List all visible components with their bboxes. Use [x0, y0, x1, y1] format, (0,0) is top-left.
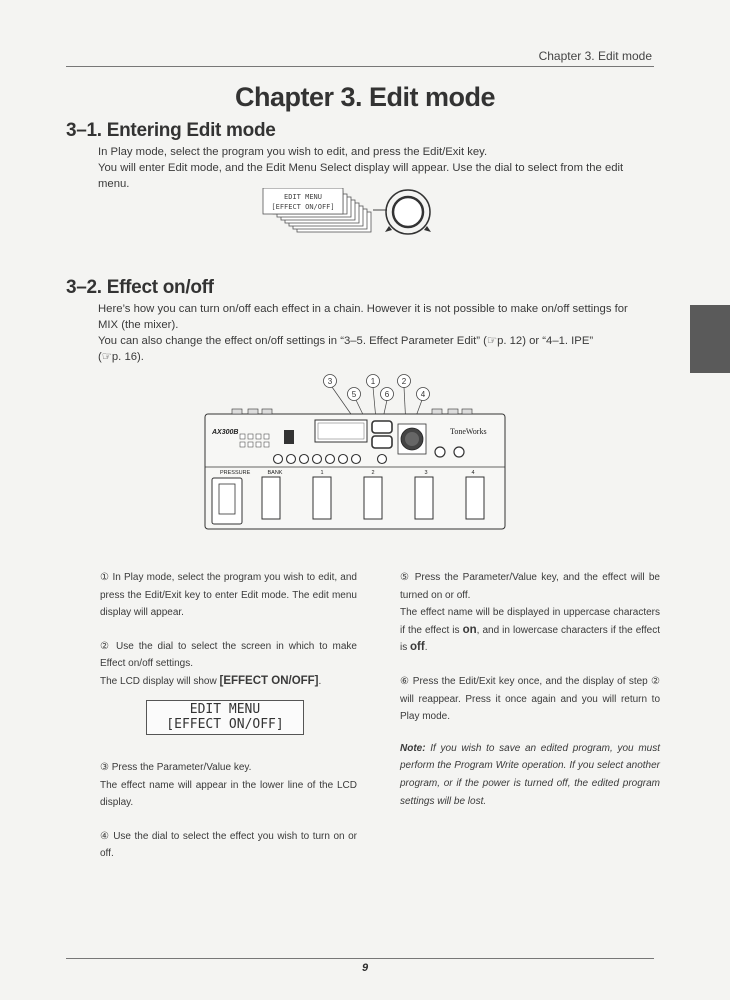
section2-line: MIX (the mixer). — [98, 319, 179, 331]
section1-body — [98, 144, 658, 192]
callout-6: 6 — [384, 390, 390, 399]
note — [400, 740, 660, 810]
edit-menu-illustration — [255, 188, 445, 240]
header-rule — [66, 66, 654, 67]
step-3-line: ③ Press the Parameter/Value key. — [100, 762, 252, 773]
section-title-effect-on-off: 3–2. Effect on/off — [66, 277, 214, 298]
callout-2: 2 — [401, 377, 407, 386]
step-3 — [100, 759, 357, 812]
step-2 — [100, 638, 357, 691]
footer-rule — [66, 958, 654, 959]
step-5-detail — [400, 604, 660, 657]
illustration-lcd-line2: [EFFECT ON/OFF] — [271, 203, 335, 211]
step-2-result-post: . — [318, 675, 322, 687]
step-6: ⑥ Press the Edit/Exit key once, and the display of step ② will reappear. Press it once again and you will return to Play mode. — [400, 675, 660, 723]
model-label: AX300B — [212, 429, 239, 436]
lcd-display — [146, 700, 304, 735]
illustration-lcd-line1: EDIT MENU — [284, 193, 322, 201]
pedal-label-4: 4 — [471, 470, 475, 476]
state-off: off — [410, 641, 425, 654]
right-column-steps — [400, 569, 660, 826]
section1-line: In Play mode, select the program you wish to edit, and press the Edit/Exit key. — [98, 146, 488, 158]
chapter-side-tab — [690, 305, 730, 373]
section-title-entering-edit-mode: 3–1. Entering Edit mode — [66, 120, 276, 141]
section1-line: You will enter Edit mode, and the Edit Menu Select display will appear. Use the dial to select from the edit — [98, 162, 624, 174]
left-column-steps-lower — [100, 759, 357, 879]
lcd-line-2: [EFFECT ON/OFF] — [166, 717, 284, 732]
step-2-line: ② Use the dial to select the screen in which to make Effect on/off settings. — [100, 640, 357, 670]
section2-line: Here’s how you can turn on/off each effect in a chain. However it is not possible to make on/off settings for — [98, 303, 628, 315]
step-4: ④ Use the dial to select the effect you wish to turn on or off. — [100, 830, 357, 860]
pedal-label-3: 3 — [424, 470, 428, 476]
pedal-label-pressure: PRESSURE — [220, 470, 251, 476]
chapter-title: Chapter 3. Edit mode — [234, 82, 496, 112]
note-label: Note: — [400, 742, 426, 754]
section2-body — [98, 301, 668, 365]
callout-5: 5 — [351, 390, 357, 399]
pedal-label-bank: BANK — [267, 470, 283, 476]
step-3-result: The effect name will appear in the lower line of the LCD display. — [100, 779, 357, 809]
state-on: on — [462, 623, 477, 636]
step-2-result-pre: The LCD display will show — [100, 675, 220, 687]
callout-3: 3 — [327, 377, 333, 386]
step-5-detail-text: . — [424, 642, 428, 654]
step-5-detail-text: , and in lowercase characters if the effect is — [400, 624, 661, 654]
step-2-result-bold: [EFFECT ON/OFF] — [219, 674, 319, 687]
brand-label: ToneWorks — [450, 427, 487, 436]
ax300b-device-illustration — [200, 372, 510, 532]
step-5-detail-text: The effect name will be displayed in uppercase characters if the effect is — [400, 607, 660, 636]
page-number: 9 — [361, 962, 369, 974]
running-header: Chapter 3. Edit mode — [538, 49, 652, 63]
step-5: ⑤ Press the Parameter/Value key, and the effect will be turned on or off. — [400, 572, 660, 601]
lcd-line-1: EDIT MENU — [189, 702, 261, 717]
section2-line: (☞p. 16). — [98, 351, 144, 363]
section1-line: menu. — [98, 178, 130, 190]
pedal-label-2: 2 — [371, 470, 375, 476]
step-1: ① In Play mode, select the program you wish to edit, and press the Edit/Exit key to enter Edit mode. The edit menu display will appear. — [100, 572, 357, 619]
section2-line: You can also change the effect on/off settings in “3–5. Effect Parameter Edit” (☞p. 12) or “4–1. IPE” — [98, 335, 594, 347]
note-text: If you wish to save an edited program, you must perform the Program Write operation. If you select another program, or if the power is turned off, the edited program settings will be lost. — [400, 742, 660, 807]
left-column-steps — [100, 569, 357, 699]
callout-4: 4 — [420, 390, 426, 399]
pedal-label-1: 1 — [320, 470, 324, 476]
callout-1: 1 — [370, 377, 376, 386]
